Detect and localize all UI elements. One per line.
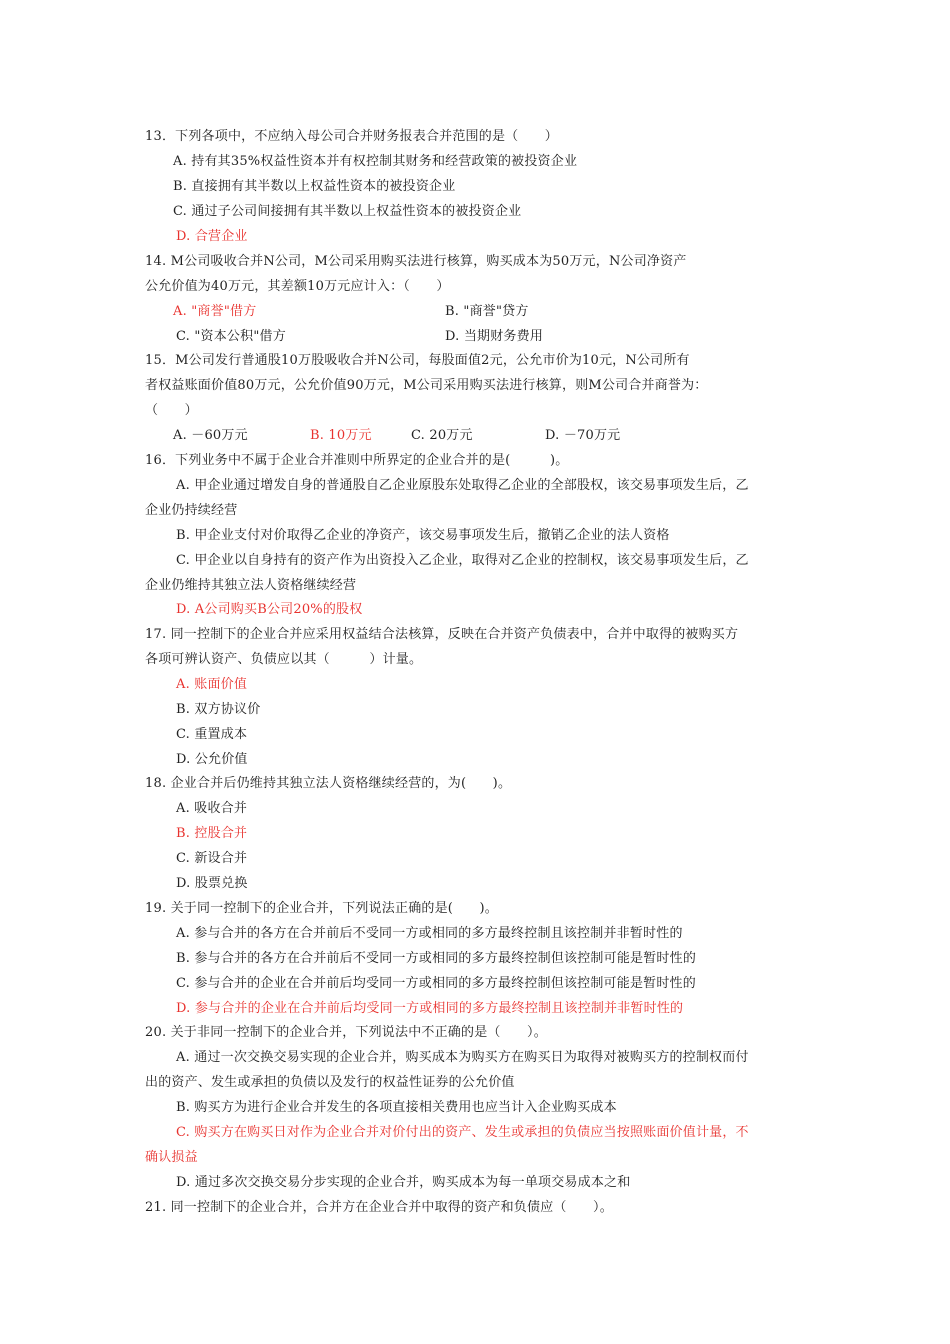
question-16-option-a-line1: A. 甲企业通过增发自身的普通股自乙企业原股东处取得乙企业的全部股权，该交易事项发生后，乙 (176, 478, 749, 493)
question-16-option-b: B. 甲企业支付对价取得乙企业的净资产，该交易事项发生后，撤销乙企业的法人资格 (176, 528, 670, 543)
question-20-option-a-line1: A. 通过一次交换交易实现的企业合并，购买成本为购买方在购买日为取得对被购买方的控制权而付 (176, 1050, 749, 1065)
question-15-option-d: D. －70万元 (545, 428, 621, 443)
question-14-option-d: D. 当期财务费用 (445, 329, 544, 344)
question-16-option-a-line2: 企业仍持续经营 (145, 503, 238, 518)
question-16-option-d-answer: D. A公司购买B公司20%的股权 (176, 602, 363, 617)
question-13-option-d-answer: D. 合营企业 (176, 229, 248, 244)
question-16-option-c-line2: 企业仍维持其独立法人资格继续经营 (145, 578, 357, 593)
question-17-option-a-answer: A. 账面价值 (176, 677, 248, 692)
question-14-option-b: B. "商誉"贷方 (445, 304, 529, 319)
question-16-stem: 16．下列业务中不属于企业合并准则中所界定的企业合并的是( )。 (145, 453, 569, 468)
question-18-stem: 18. 企业合并后仍维持其独立法人资格继续经营的，为( )。 (145, 776, 512, 791)
question-19-option-c: C. 参与合并的企业在合并前后均受同一方或相同的多方最终控制但该控制可能是暂时性的 (176, 976, 696, 991)
question-14-stem-line2: 公允价值为40万元，其差额10万元应计入：（ ） (145, 279, 450, 294)
question-17-option-b: B. 双方协议价 (176, 702, 261, 717)
question-18-option-b-answer: B. 控股合并 (176, 826, 248, 841)
question-15-stem-line1: 15．M公司发行普通股10万股吸收合并N公司，每股面值2元，公允市价为10元，N公司所有 (145, 353, 690, 368)
question-14-option-a-answer: A. "商誉"借方 (173, 304, 257, 319)
question-19-option-a: A. 参与合并的各方在合并前后不受同一方或相同的多方最终控制且该控制并非暂时性的 (176, 926, 683, 941)
question-20-option-a-line2: 出的资产、发生或承担的负债以及发行的权益性证券的公允价值 (145, 1075, 515, 1090)
question-17-option-c: C. 重置成本 (176, 727, 248, 742)
question-13-option-a: A. 持有其35%权益性资本并有权控制其财务和经营政策的被投资企业 (173, 154, 578, 169)
question-15-stem-line3: （ ） (145, 403, 198, 418)
question-13-stem: 13．下列各项中，不应纳入母公司合并财务报表合并范围的是（ ） (145, 129, 558, 144)
question-17-stem-line2: 各项可辨认资产、负债应以其（ ）计量。 (145, 652, 423, 667)
question-20-option-b: B. 购买方为进行企业合并发生的各项直接相关费用也应当计入企业购买成本 (176, 1100, 617, 1115)
question-20-stem: 20. 关于非同一控制下的企业合并，下列说法中不正确的是（ ）。 (145, 1025, 547, 1040)
question-21-stem: 21. 同一控制下的企业合并，合并方在企业合并中取得的资产和负债应（ ）。 (145, 1200, 613, 1215)
question-20-option-c-answer-line1: C. 购买方在购买日对作为企业合并对价付出的资产、发生或承担的负债应当按照账面价值计量，不 (176, 1125, 749, 1140)
question-17-stem-line1: 17. 同一控制下的企业合并应采用权益结合法核算，反映在合并资产负债表中，合并中取得的被购买方 (145, 627, 739, 642)
question-18-option-d: D. 股票兑换 (176, 876, 248, 891)
question-20-option-d: D. 通过多次交换交易分步实现的企业合并，购买成本为每一单项交易成本之和 (176, 1175, 631, 1190)
question-15-option-a: A. －60万元 (173, 428, 248, 443)
question-17-option-d: D. 公允价值 (176, 752, 248, 767)
question-16-option-c-line1: C. 甲企业以自身持有的资产作为出资投入乙企业，取得对乙企业的控制权，该交易事项发生后，乙 (176, 553, 749, 568)
question-19-stem: 19. 关于同一控制下的企业合并，下列说法正确的是( )。 (145, 901, 498, 916)
question-20-option-c-answer-line2: 确认损益 (145, 1150, 198, 1165)
question-15-option-c: C. 20万元 (411, 428, 473, 443)
question-18-option-a: A. 吸收合并 (176, 801, 248, 816)
question-13-option-b: B. 直接拥有其半数以上权益性资本的被投资企业 (173, 179, 456, 194)
question-19-option-d-answer: D. 参与合并的企业在合并前后均受同一方或相同的多方最终控制且该控制并非暂时性的 (176, 1001, 684, 1016)
question-13-option-c: C. 通过子公司间接拥有其半数以上权益性资本的被投资企业 (173, 204, 522, 219)
question-14-option-c: C. "资本公积"借方 (176, 329, 286, 344)
question-15-option-b-answer: B. 10万元 (310, 428, 372, 443)
question-19-option-b: B. 参与合并的各方在合并前后不受同一方或相同的多方最终控制但该控制可能是暂时性的 (176, 951, 697, 966)
question-18-option-c: C. 新设合并 (176, 851, 248, 866)
question-15-stem-line2: 者权益账面价值80万元，公允价值90万元，M公司采用购买法进行核算，则M公司合并商誉为： (145, 378, 708, 393)
question-14-stem-line1: 14. M公司吸收合并N公司，M公司采用购买法进行核算，购买成本为50万元，N公司净资产 (145, 254, 687, 269)
